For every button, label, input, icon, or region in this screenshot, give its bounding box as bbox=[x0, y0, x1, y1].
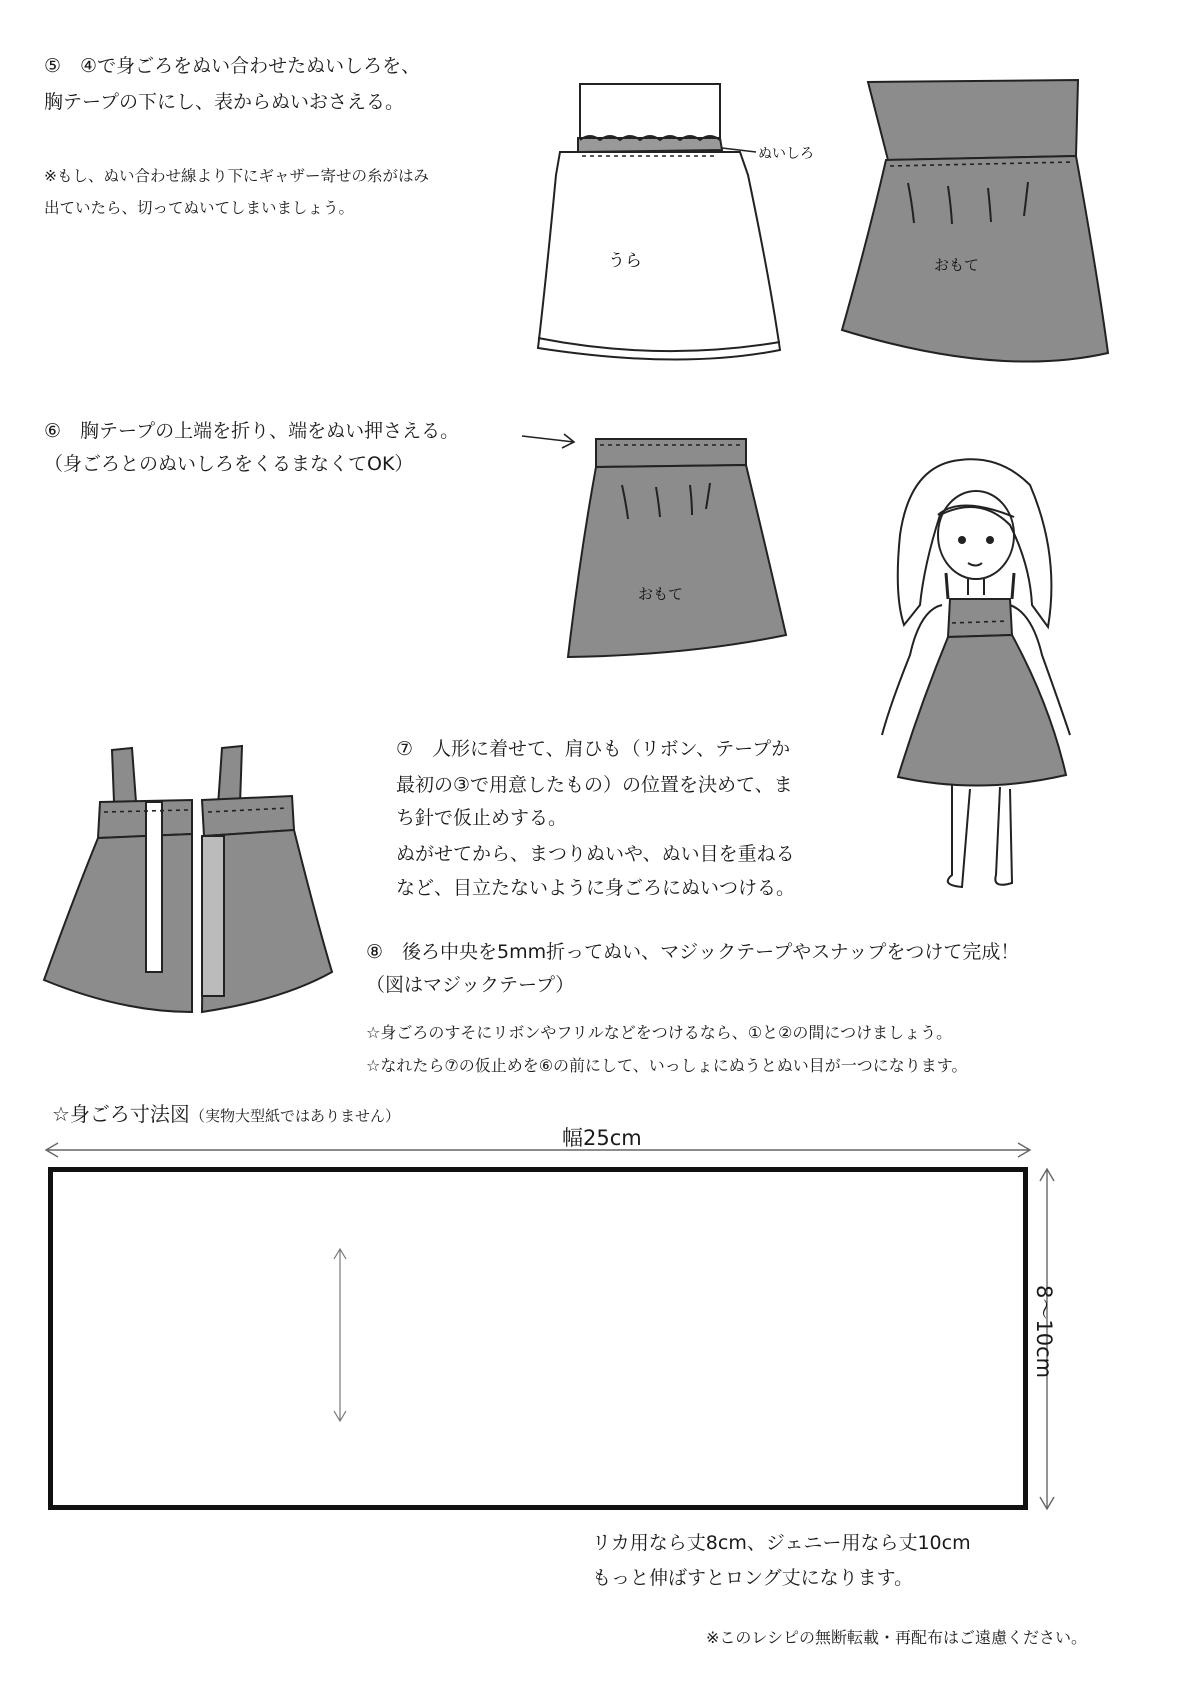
step6-line1: ⑥ 胸テープの上端を折り、端をぬい押さえる。 bbox=[44, 420, 460, 442]
step7-line1: ⑦ 人形に着せて、肩ひも（リボン、テープか bbox=[396, 738, 791, 760]
step6-line2: （身ごろとのぬいしろをくるまなくてOK） bbox=[44, 453, 414, 475]
step7-line4: ぬがせてから、まつりぬいや、ぬい目を重ねる bbox=[396, 843, 795, 865]
step8-line2: （図はマジックテープ） bbox=[366, 974, 575, 996]
outside-label: おもて bbox=[934, 256, 980, 274]
back-view-illustration bbox=[42, 742, 342, 1052]
pattern-note1: リカ用なら丈8cm、ジェニー用なら丈10cm bbox=[592, 1532, 971, 1554]
step5-note2: 出ていたら、切ってぬいてしまいましょう。 bbox=[44, 199, 355, 217]
pattern-note2: もっと伸ばすとロング丈になります。 bbox=[592, 1567, 914, 1589]
step5-note1: ※もし、ぬい合わせ線より下にギャザー寄せの糸がはみ bbox=[44, 167, 429, 185]
inside-view-illustration bbox=[530, 80, 830, 380]
step8-tip2: ☆なれたら⑦の仮止めを⑥の前にして、いっしょにぬうとぬい目が一つになります。 bbox=[366, 1056, 968, 1075]
inner-height-arrow bbox=[330, 1245, 350, 1425]
pattern-heading-title: ☆身ごろ寸法図 bbox=[52, 1102, 190, 1126]
step5-line1: ⑤ ④で身ごろをぬい合わせたぬいしろを、 bbox=[44, 55, 421, 77]
pattern-heading-sub: （実物大型紙ではありません） bbox=[189, 1107, 400, 1125]
step7-line5: など、目立たないように身ごろにぬいつける。 bbox=[396, 877, 796, 899]
step6-outside-label: おもて bbox=[638, 585, 684, 603]
footer-copyright: ※このレシピの無断転載・再配布はご遠慮ください。 bbox=[706, 1628, 1088, 1647]
inside-label: うら bbox=[608, 251, 642, 271]
outside-view-illustration bbox=[838, 78, 1138, 378]
step8-tip1: ☆身ごろのすそにリボンやフリルなどをつけるなら、①と②の間につけましょう。 bbox=[366, 1023, 953, 1042]
folded-tape-illustration bbox=[560, 435, 820, 695]
width-arrow bbox=[40, 1134, 1040, 1164]
height-label: 8～10cm bbox=[1032, 1285, 1056, 1379]
step8-line1: ⑧ 後ろ中央を5mm折ってぬい、マジックテープやスナップをつけて完成！ bbox=[366, 941, 1020, 963]
pattern-heading bbox=[52, 1096, 400, 1134]
doll-illustration bbox=[880, 455, 1110, 895]
bodice-pattern-rectangle bbox=[48, 1167, 1028, 1510]
seam-allowance-label: ぬいしろ bbox=[758, 146, 814, 162]
step7-line2: 最初の③で用意したもの）の位置を決めて、ま bbox=[396, 774, 793, 796]
width-label: 幅25cm bbox=[562, 1126, 642, 1150]
step7-line3: ち針で仮止めする。 bbox=[396, 807, 568, 829]
step5-line2: 胸テープの下にし、表からぬいおさえる。 bbox=[44, 91, 405, 113]
